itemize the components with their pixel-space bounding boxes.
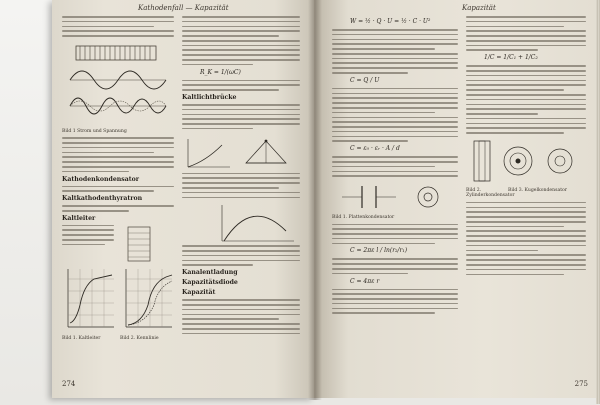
capacity-definition-formula: C = Q / U — [350, 76, 380, 84]
right-page — [314, 0, 600, 398]
heading-kanalenladung: Kanalentladung — [182, 269, 238, 277]
kaltleiter-figure — [118, 225, 174, 265]
plate-capacitor-figure — [332, 180, 458, 214]
cylinder-sphere-figures — [466, 137, 586, 187]
plate-capacity-formula: C = ε₀ · εᵣ · A / d — [350, 145, 400, 153]
sphere-capacity-formula: C = 4πε r — [350, 277, 380, 285]
bridge-figures — [182, 133, 300, 173]
heading-kaltkathoden: Kaltkathodenthyratron — [62, 195, 143, 203]
book-gutter — [308, 0, 322, 400]
sphere-caption: Bild 3. Kugelkondensator — [508, 187, 568, 193]
left-page-number: 274 — [62, 380, 76, 388]
kaltleiter-caption: Bild 1. Kaltleiter — [62, 335, 101, 341]
heading-kaltlichtbruecke: Kaltlichtbrücke — [182, 93, 237, 101]
right-column-2 — [466, 16, 586, 278]
graph-right — [120, 265, 174, 335]
heading-kathodenkondensator: Kathodenkondensator — [62, 175, 140, 183]
cylinder-caption: Bild 2. Zylinderkondensator — [466, 187, 515, 199]
page-edges — [596, 0, 600, 404]
open-book — [52, 0, 600, 405]
left-running-head: Kathodenfall — Kapazität — [138, 4, 229, 12]
right-page-number: 275 — [574, 380, 588, 388]
cylinder-capacity-formula: C = 2πε l / ln(r₂/r₁) — [350, 247, 408, 255]
plate-capacitor-caption: Bild 1. Plattenkondensator — [332, 215, 395, 221]
left-column-1 — [62, 16, 174, 344]
curve-figure — [182, 201, 300, 245]
energy-formula: W = ½ · Q · U = ½ · C · U² — [350, 18, 431, 25]
graphs-row — [62, 265, 174, 335]
heading-kaltleiter: Kaltleiter — [62, 214, 96, 222]
heading-kapazitaet: Kapazität — [182, 289, 216, 297]
series-capacity-formula: 1/C = 1/C₁ + 1/C₂ — [484, 54, 538, 62]
left-column-2 — [182, 16, 300, 337]
graph-left — [62, 265, 116, 335]
wave-figure — [62, 40, 174, 128]
right-column-1 — [332, 16, 458, 317]
wave-figure-caption: Bild 1 Strom und Spannung — [62, 128, 127, 134]
heading-kapazitaetsdiode: Kapazitätsdiode — [182, 279, 238, 287]
rk-formula: R_K = 1/(ωC) — [200, 68, 241, 76]
kennlinie-caption: Bild 2. Kennlinie — [120, 335, 159, 341]
right-running-head: Kapazität — [462, 4, 496, 12]
left-page — [52, 0, 314, 398]
